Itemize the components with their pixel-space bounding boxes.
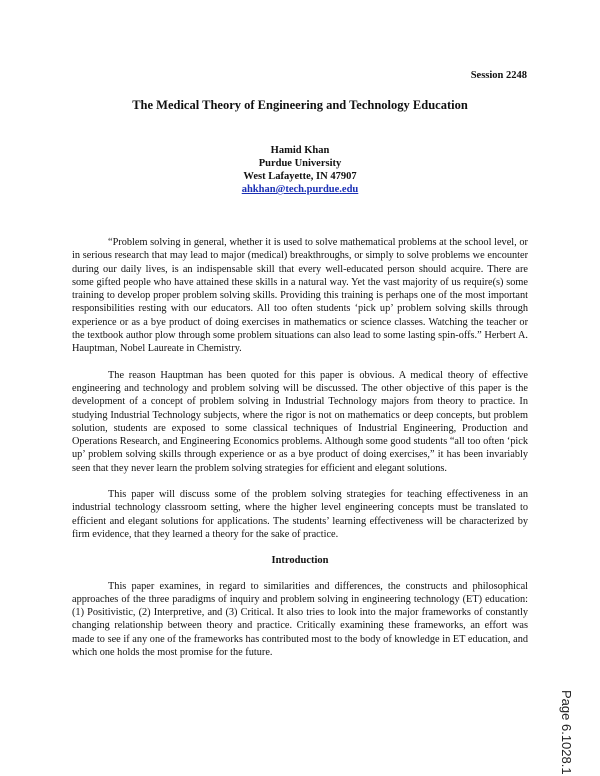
author-block <box>72 144 528 196</box>
session-label: Session 2248 <box>470 70 527 81</box>
body-paragraph-3: This paper will discuss some of the problem solving strategies for teaching effectiveness in an industrial technology classroom setting, where the higher level engineering concepts must be translated to efficient and elegant solutions for applications. The students’ learning effectiveness will be characterized by firm evidence, that they learned a theory for the sake of practice. <box>72 489 528 540</box>
quote-paragraph: “Problem solving in general, whether it is used to solve mathematical problems at the school level, or in serious research that may lead to major (medical) breakthroughs, or simply to solve problems we encounter during our daily lives, is an indispensable skill that every well-educated person should acquire. There are some gifted people who have attained these skills in a natural way. Yet the vast majority of us require(s) some training to develop proper problem solving skills. Providing this training is perhaps one of the most important responsibilities resting with our educators. All too often students ‘pick up’ problem solving skills through experience or as a bye product of doing exercises in mathematics or science classes. Watching the teacher or the textbook author plow through some problem situations can also lead to some lasting spin-offs.” Herbert A. Hauptman, Nobel Laureate in Chemistry. <box>72 237 528 355</box>
introduction-heading: Introduction <box>271 555 329 567</box>
body-paragraph-2: The reason Hauptman has been quoted for this paper is obvious. A medical theory of effective engineering and technology and problem solving will be discussed. The other objective of this paper is the development of a concept of problem solving in Industrial Technology majors from theory to practice. In studying Industrial Technology subjects, where the rigor is not on mathematics or deep concepts, but problem solution, students are exposed to some classical techniques of Industrial Engineering, Production and Operations Research, and Engineering Economics problems. Although some good students “all too often ‘pick up’ problem solving skills through experience or as a bye product of doing exercises,” it has been invariably seen that they never learn the problem solving strategies for efficient and elegant solutions. <box>72 369 528 474</box>
author-email-link[interactable]: ahkhan@tech.purdue.edu <box>241 184 359 195</box>
paper-title: The Medical Theory of Engineering and Technology Education <box>132 98 468 112</box>
page-number-sidebar: Page 6.1028.1 <box>559 690 574 775</box>
author-location: West Lafayette, IN 47907 <box>243 171 357 182</box>
author-affiliation: Purdue University <box>258 158 342 169</box>
author-name: Hamid Khan <box>270 145 330 156</box>
body-text <box>72 236 528 672</box>
introduction-paragraph: This paper examines, in regard to similarities and differences, the constructs and philosophical approaches of the three paradigms of inquiry and problem solving in engineering technology (ET) education: (1) Positivistic, (2) Interpretive, and (3) Critical. It also tries to look into the major frameworks of constantly changing relationship between theory and practice. Critically examining these frameworks, an effort was made to see if any one of the frameworks has contributed most to the body of knowledge in ET education, and which one holds the most promise for the future. <box>72 580 528 659</box>
